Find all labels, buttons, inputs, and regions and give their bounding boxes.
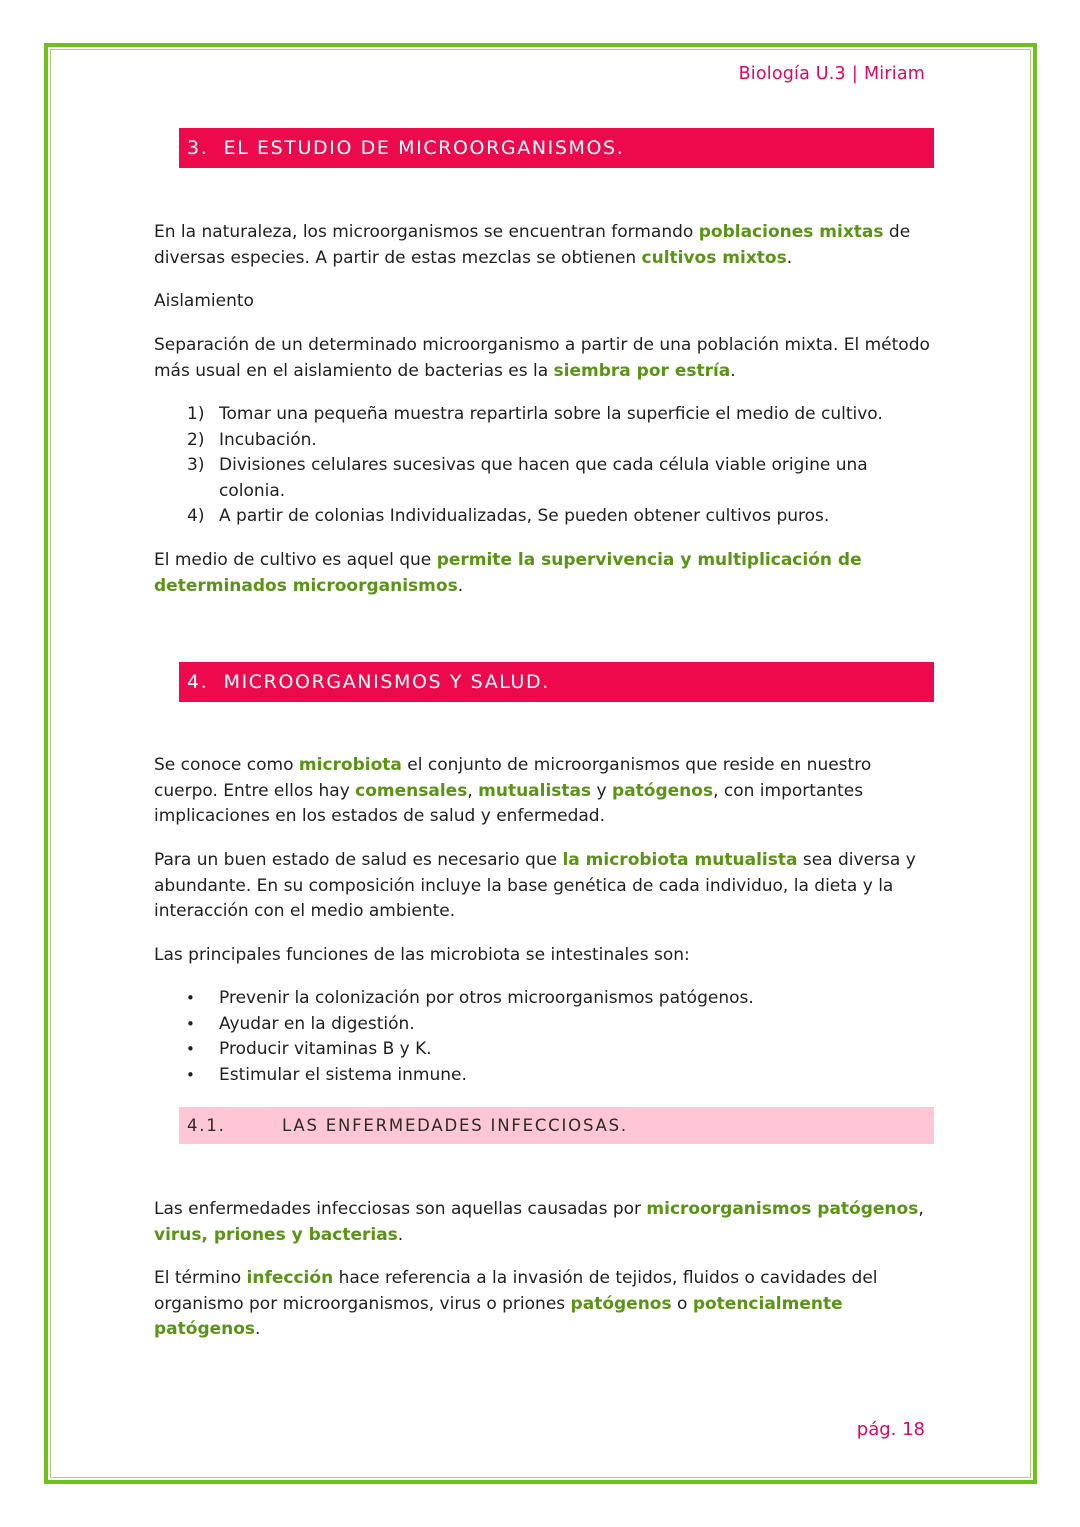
- section-3-paragraph-1: En la naturaleza, los microorganismos se encuentran formando poblaciones mixtas de diversas especies. A partir de estas mezclas se obtienen cultivos mixtos.: [154, 222, 911, 268]
- section-4-paragraph-2: Para un buen estado de salud es necesario que la microbiota mutualista sea diversa y abundante. En su composición incluye la base genética de cada individuo, la dieta y la interacción con el medio ambiente.: [154, 850, 916, 921]
- bullet-icon: •: [186, 1065, 195, 1084]
- section-3-paragraph-3: El medio de cultivo es aquel que permite la supervivencia y multiplicación de determinados microorganismos.: [154, 550, 862, 596]
- list-item: • Prevenir la colonización por otros microorganismos patógenos.: [154, 986, 934, 1012]
- list-item: • Estimular el sistema inmune.: [154, 1063, 934, 1089]
- list-item: 4) A partir de colonias Individualizadas, Se pueden obtener cultivos puros.: [187, 506, 830, 526]
- section-4-paragraph-1: Se conoce como microbiota el conjunto de microorganismos que reside en nuestro cuerpo. Entre ellos hay comensales, mutualistas y patógenos, con importantes implicaciones en los estados de salud y enfermedad.: [154, 755, 872, 826]
- section-3-paragraph-2: Separación de un determinado microorganismo a partir de una población mixta. El método más usual en el aislamiento de bacterias es la siembra por estría.: [154, 335, 930, 381]
- list-item: 1) Tomar una pequeña muestra repartirla sobre la superficie el medio de cultivo.: [187, 404, 883, 424]
- bullet-icon: •: [186, 989, 195, 1007]
- section-4-title: MICROORGANISMOS Y SALUD.: [223, 671, 550, 693]
- header-author: Miriam: [864, 64, 925, 84]
- section-4-1-heading: [179, 1107, 934, 1144]
- page-header: [739, 64, 925, 84]
- section-3-heading: [179, 128, 934, 168]
- section-3-number: 3.: [187, 137, 209, 159]
- list-item: 2) Incubación.: [187, 429, 317, 450]
- header-subject: Biología U.3: [738, 64, 846, 84]
- list-item: • Ayudar en la digestión.: [154, 1012, 934, 1038]
- isolation-steps-list: [154, 402, 934, 530]
- section-4-paragraph-3: Las principales funciones de las microbiota se intestinales son:: [154, 945, 690, 965]
- section-4-1-paragraph-2: El término infección hace referencia a la invasión de tejidos, fluidos o cavidades del organismo por microorganismos, virus o priones patógenos o potencialmente patógenos.: [154, 1268, 878, 1339]
- bullet-icon: •: [186, 1014, 195, 1033]
- section-4-1-paragraph-1: Las enfermedades infecciosas son aquellas causadas por microorganismos patógenos, virus, priones y bacterias.: [154, 1199, 924, 1245]
- list-item: 3) Divisiones celulares sucesivas que hacen que cada célula viable origine una colonia.: [187, 455, 868, 501]
- section-4-heading: [179, 662, 934, 702]
- section-4-1-number: 4.1.: [187, 1116, 226, 1135]
- section-4-number: 4.: [187, 671, 209, 693]
- bullet-icon: •: [186, 1040, 195, 1058]
- microbiota-functions-list: [154, 986, 934, 1088]
- header-separator: |: [851, 64, 858, 84]
- page-number: pág. 18: [856, 1419, 925, 1440]
- list-item: • Producir vitaminas B y K.: [154, 1037, 934, 1063]
- aislamiento-label: Aislamiento: [154, 291, 254, 311]
- section-4-1-title: LAS ENFERMEDADES INFECCIOSAS.: [282, 1116, 628, 1135]
- section-3-title: EL ESTUDIO DE MICROORGANISMOS.: [223, 137, 625, 159]
